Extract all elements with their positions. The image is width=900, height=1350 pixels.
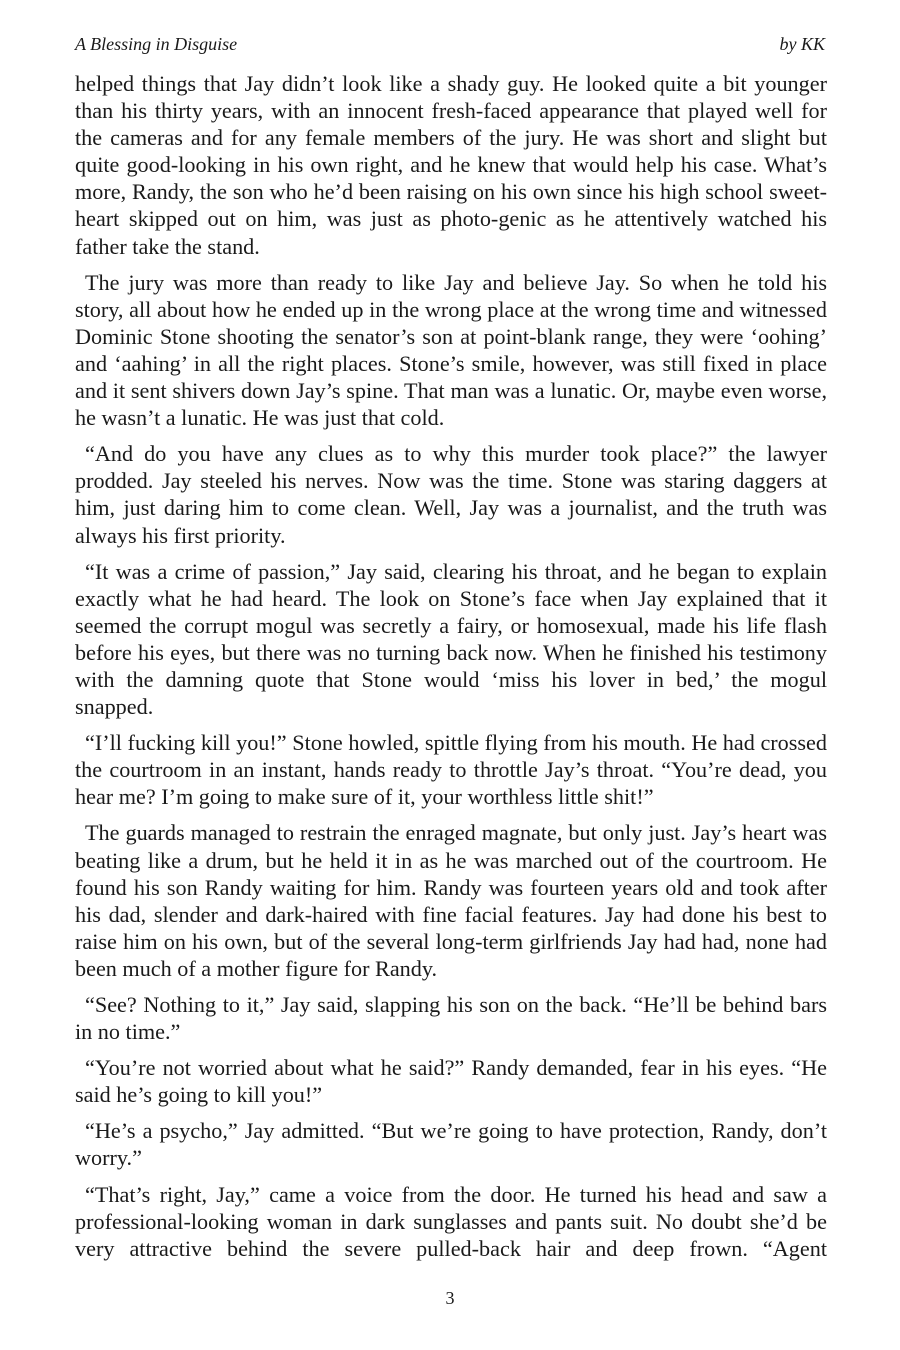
paragraph: “And do you have any clues as to why this murder took place?” the lawyer prodded. Jay steeled his nerves. Now was the time. Stone was staring daggers at him, just daring him to come clean. Well, Jay was a journalist, and the truth was always his first priority.: [75, 441, 827, 548]
author-name: by KK: [779, 34, 825, 54]
paragraph: “It was a crime of passion,” Jay said, clearing his throat, and he began to explain exactly what he had heard. The look on Stone’s face when Jay explained that it seemed the corrupt mogul was secretly a fairy, or homosexual, made his life flash before his eyes, but there was no turning back now. When he finished his testimony with the damning quote that Stone would ‘miss his lover in bed,’ the mogul snapped.: [75, 558, 827, 720]
paragraph: “I’ll fucking kill you!” Stone howled, spittle flying from his mouth. He had crossed the courtroom in an instant, hands ready to throttle Jay’s throat. “You’re dead, you hear me? I’m going to make sure of it, your worthless little shit!”: [75, 730, 827, 810]
paragraph: The guards managed to restrain the enraged magnate, but only just. Jay’s heart was beating like a drum, but he held it in as he was marched out of the courtroom. He found his son Randy waiting for him. Randy was fourteen years old and took after his dad, slender and dark-haired with fine facial features. Jay had done his best to raise him on his own, but of the several long-term girlfriends Jay had had, none had been much of a mother figure for Randy.: [75, 820, 827, 981]
page-number: 3: [445, 1288, 455, 1308]
paragraph: “He’s a psycho,” Jay admitted. “But we’re going to have protection, Randy, don’t worry.”: [75, 1118, 827, 1171]
paragraph: “That’s right, Jay,” came a voice from the door. He turned his head and saw a professional-looking woman in dark sunglasses and pants suit. No doubt she’d be very attractive behind the severe pulled-back hair and deep frown. “Agent: [75, 1181, 827, 1261]
paragraph: The jury was more than ready to like Jay and believe Jay. So when he told his story, all about how he ended up in the wrong place at the wrong time and witnessed Dominic Stone shooting the senator’s son at point-blank range, they were ‘oohing’ and ‘aahing’ in all the right places. Stone’s smile, however, was still fixed in place and it sent shivers down Jay’s spine. That man was a lunatic. Or, maybe even worse, he wasn’t a lunatic. He was just that cold.: [75, 269, 827, 431]
paragraph: helped things that Jay didn’t look like a shady guy. He looked quite a bit younger than his thirty years, with an innocent fresh-faced appearance that played well for the cameras and for any female members of the jury. He was short and slight but quite good-looking in his own right, and he knew that would help his case. What’s more, Randy, the son who he’d been raising on his own since his high school sweet-heart skipped out on him, was just as photo-genic as he attentively watched his father take the stand.: [75, 71, 827, 259]
book-title: A Blessing in Disguise: [75, 34, 238, 54]
page-body: [75, 70, 827, 1262]
running-header: [75, 34, 825, 58]
paragraph: “See? Nothing to it,” Jay said, slapping his son on the back. “He’ll be behind bars in no time.”: [75, 992, 827, 1045]
paragraph: “You’re not worried about what he said?” Randy demanded, fear in his eyes. “He said he’s going to kill you!”: [75, 1055, 827, 1108]
